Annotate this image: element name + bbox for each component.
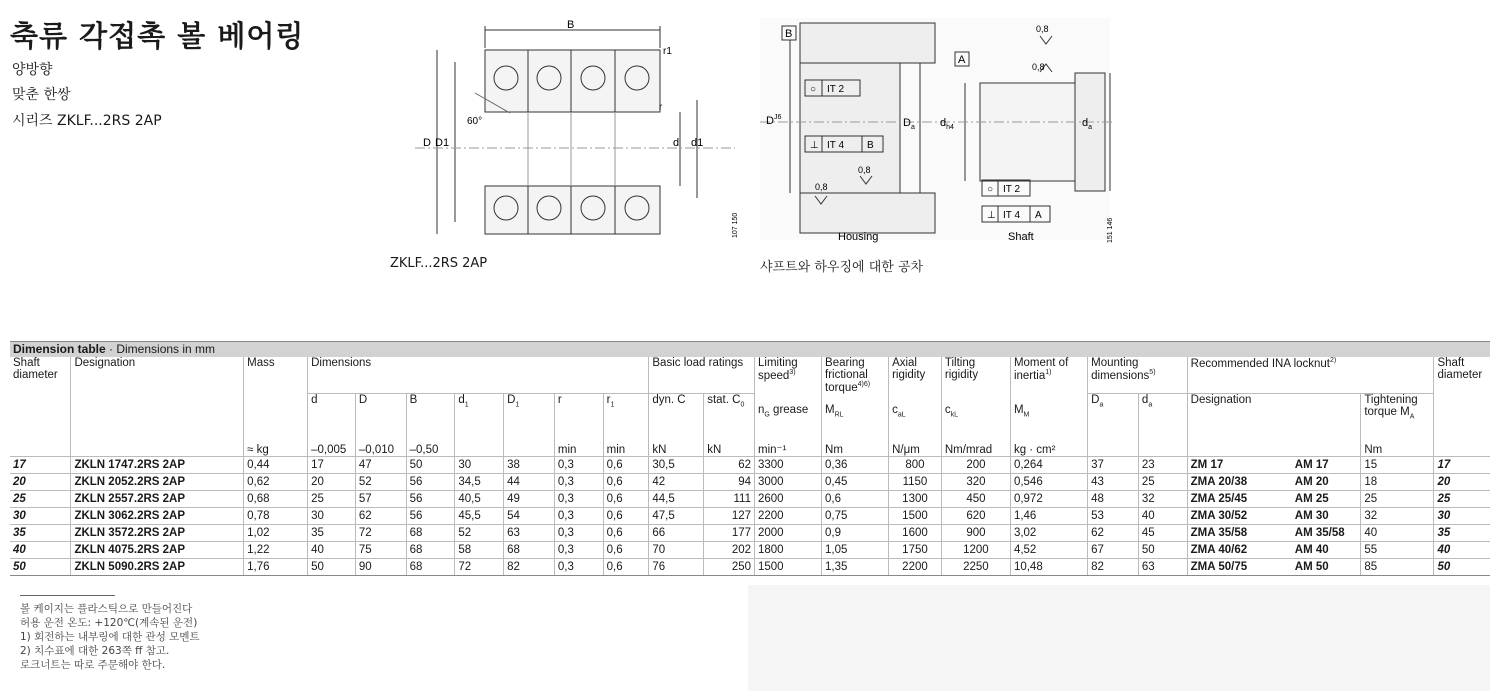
cell-r1: 0,6 xyxy=(603,456,649,473)
cell-zm: ZMA 30/52 xyxy=(1187,507,1292,524)
cell-da: 63 xyxy=(1138,558,1187,575)
cell-r: 0,3 xyxy=(554,524,603,541)
shaft-it4: IT 4 xyxy=(1003,210,1021,221)
col-designation: Designation xyxy=(71,357,244,394)
cell-ng: 3000 xyxy=(755,473,822,490)
cell-B: 68 xyxy=(406,541,455,558)
cell-shaft_r: 25 xyxy=(1434,490,1490,507)
cell-des: ZKLN 4075.2RS 2AP xyxy=(71,541,244,558)
circularity-symbol-icon: ○ xyxy=(810,84,817,95)
cell-shaft_r: 20 xyxy=(1434,473,1490,490)
cell-mass: 1,02 xyxy=(244,524,308,541)
cell-cal: 1500 xyxy=(889,507,942,524)
cell-shaft_r: 40 xyxy=(1434,541,1490,558)
cell-mrl: 0,75 xyxy=(822,507,889,524)
table-row xyxy=(10,490,1490,507)
col-mm: $M_M$ xyxy=(1010,394,1087,440)
shaft-shoulder-label: $d_a$ xyxy=(1082,117,1093,131)
cell-d: 50 xyxy=(308,558,356,575)
cell-B: 50 xyxy=(406,456,455,473)
cell-des: ZKLN 5090.2RS 2AP xyxy=(71,558,244,575)
cell-cal: 1600 xyxy=(889,524,942,541)
cell-d: 20 xyxy=(308,473,356,490)
cell-C: 47,5 xyxy=(649,507,704,524)
cell-D: 52 xyxy=(355,473,406,490)
dim-r-label: r xyxy=(659,102,663,113)
blank-cell xyxy=(504,440,555,457)
cell-tq: 85 xyxy=(1361,558,1434,575)
unit-moment: kg · cm² xyxy=(1010,440,1087,457)
table-row xyxy=(10,558,1490,575)
cell-mass: 0,78 xyxy=(244,507,308,524)
shaft-perpendicularity-icon: ⊥ xyxy=(987,210,996,221)
note-1: 1) 회전하는 내부링에 대한 관성 모멘트 xyxy=(20,631,200,643)
cell-ng: 3300 xyxy=(755,456,822,473)
col-dyn: dyn. C xyxy=(649,394,704,440)
cell-ng: 2200 xyxy=(755,507,822,524)
cell-D: 57 xyxy=(355,490,406,507)
cell-r: 0,3 xyxy=(554,541,603,558)
cell-d: 35 xyxy=(308,524,356,541)
col-d1: $d_1$ xyxy=(455,394,504,440)
cell-C: 70 xyxy=(649,541,704,558)
col-locknut: Recommended INA locknut$^{2)}$ xyxy=(1187,357,1434,394)
dimension-table xyxy=(10,341,1490,576)
col-r: r xyxy=(554,394,603,440)
col-stat: stat. $C_0$ xyxy=(704,394,755,440)
cell-C0: 250 xyxy=(704,558,755,575)
cell-tq: 15 xyxy=(1361,456,1434,473)
shaft-label: Shaft xyxy=(1008,231,1034,243)
blank-cell xyxy=(244,394,308,440)
cell-tq: 40 xyxy=(1361,524,1434,541)
cell-mm: 0,264 xyxy=(1010,456,1087,473)
subtitle-direction: 양방향 xyxy=(12,62,53,78)
unit-tilt: Nm/mrad xyxy=(941,440,1010,457)
cell-da: 45 xyxy=(1138,524,1187,541)
cell-des: ZKLN 1747.2RS 2AP xyxy=(71,456,244,473)
col-ng: $n_G$ grease xyxy=(755,394,822,440)
unit-mass: ≈ kg xyxy=(244,440,308,457)
table-row xyxy=(10,456,1490,473)
cell-mrl: 0,6 xyxy=(822,490,889,507)
housing-it2: IT 2 xyxy=(827,84,845,95)
dim-D1-label: D1 xyxy=(435,137,450,149)
cell-r: 0,3 xyxy=(554,473,603,490)
page-title: 축류 각접촉 볼 베어링 xyxy=(10,19,305,53)
cell-C0: 111 xyxy=(704,490,755,507)
table-row xyxy=(10,541,1490,558)
cell-Da: 62 xyxy=(1088,524,1139,541)
col-moment-inertia: Moment of inertia$^{1)}$ xyxy=(1010,357,1087,394)
cell-da: 23 xyxy=(1138,456,1187,473)
cell-mass: 1,76 xyxy=(244,558,308,575)
table-row xyxy=(10,473,1490,490)
col-basic-load: Basic load ratings xyxy=(649,357,755,394)
note-2: 2) 치수표에 대한 263쪽 ff 참고. xyxy=(20,645,170,657)
cell-ckl: 450 xyxy=(941,490,1010,507)
cell-d: 17 xyxy=(308,456,356,473)
housing-it4-ref: B xyxy=(867,140,874,151)
cell-mass: 0,68 xyxy=(244,490,308,507)
cell-B: 68 xyxy=(406,524,455,541)
cell-ng: 1800 xyxy=(755,541,822,558)
bearing-cross-section-drawing xyxy=(415,18,745,248)
cell-am: AM 20 xyxy=(1292,473,1361,490)
cell-tq: 55 xyxy=(1361,541,1434,558)
col-cal: $c_{aL}$ xyxy=(889,394,942,440)
cell-ckl: 1200 xyxy=(941,541,1010,558)
datum-A-box: A xyxy=(958,54,966,66)
blank-cell xyxy=(10,440,71,457)
cell-mm: 10,48 xyxy=(1010,558,1087,575)
cell-des: ZKLN 3062.2RS 2AP xyxy=(71,507,244,524)
cell-mrl: 0,9 xyxy=(822,524,889,541)
cell-d1: 40,5 xyxy=(455,490,504,507)
blank-cell xyxy=(71,440,244,457)
cell-r1: 0,6 xyxy=(603,541,649,558)
cell-am: AM 17 xyxy=(1292,456,1361,473)
cell-D1: 54 xyxy=(504,507,555,524)
cell-C0: 94 xyxy=(704,473,755,490)
cell-B: 56 xyxy=(406,507,455,524)
cell-da: 40 xyxy=(1138,507,1187,524)
cell-tq: 32 xyxy=(1361,507,1434,524)
roughness-4: 0,8 xyxy=(1032,62,1045,72)
cell-Da: 48 xyxy=(1088,490,1139,507)
cell-d1: 45,5 xyxy=(455,507,504,524)
cell-tq: 25 xyxy=(1361,490,1434,507)
cell-D: 72 xyxy=(355,524,406,541)
cell-D1: 68 xyxy=(504,541,555,558)
drawing-code-left: 107 150 xyxy=(732,212,739,238)
cell-am: AM 50 xyxy=(1292,558,1361,575)
cell-D: 62 xyxy=(355,507,406,524)
cell-C: 76 xyxy=(649,558,704,575)
cell-cal: 1750 xyxy=(889,541,942,558)
cell-des: ZKLN 3572.2RS 2AP xyxy=(71,524,244,541)
cell-D1: 82 xyxy=(504,558,555,575)
cell-D: 75 xyxy=(355,541,406,558)
cell-cal: 2200 xyxy=(889,558,942,575)
cell-Da: 82 xyxy=(1088,558,1139,575)
cell-d1: 58 xyxy=(455,541,504,558)
shaft-it2: IT 2 xyxy=(1003,184,1021,195)
cell-D1: 49 xyxy=(504,490,555,507)
cell-mass: 1,22 xyxy=(244,541,308,558)
housing-shoulder-label: $D_a$ xyxy=(903,117,915,131)
col-B: B xyxy=(406,394,455,440)
cell-shaft: 30 xyxy=(10,507,71,524)
cell-shaft_r: 17 xyxy=(1434,456,1490,473)
cell-mass: 0,44 xyxy=(244,456,308,473)
cell-r: 0,3 xyxy=(554,507,603,524)
blank-cell xyxy=(1434,394,1490,440)
cell-D1: 38 xyxy=(504,456,555,473)
cell-r1: 0,6 xyxy=(603,558,649,575)
table-title-rest: · Dimensions in mm xyxy=(105,342,216,356)
cell-shaft: 20 xyxy=(10,473,71,490)
col-shaft-diameter-right: Shaft diameter xyxy=(1434,357,1490,394)
cell-r: 0,3 xyxy=(554,490,603,507)
unit-r1: min xyxy=(603,440,649,457)
unit-kN-dyn: kN xyxy=(649,440,704,457)
cell-r: 0,3 xyxy=(554,456,603,473)
cell-C: 44,5 xyxy=(649,490,704,507)
note-temperature: 허용 운전 온도: +120℃(계속된 운전) xyxy=(20,617,198,629)
cell-r1: 0,6 xyxy=(603,507,649,524)
cell-ckl: 320 xyxy=(941,473,1010,490)
cell-zm: ZMA 20/38 xyxy=(1187,473,1292,490)
blank-cell xyxy=(1434,440,1490,457)
col-axial-rigidity: Axial rigidity xyxy=(889,357,942,394)
cell-r1: 0,6 xyxy=(603,473,649,490)
unit-B: –0,50 xyxy=(406,440,455,457)
cell-shaft: 35 xyxy=(10,524,71,541)
cell-r1: 0,6 xyxy=(603,490,649,507)
tolerance-drawing xyxy=(760,18,1120,248)
col-shaft-diameter: Shaft diameter xyxy=(13,357,58,381)
shaft-circularity-icon: ○ xyxy=(987,184,994,195)
cell-ckl: 620 xyxy=(941,507,1010,524)
cell-C0: 177 xyxy=(704,524,755,541)
housing-label: Housing xyxy=(838,231,879,243)
unit-axial: N/μm xyxy=(889,440,942,457)
cell-am: AM 25 xyxy=(1292,490,1361,507)
cell-shaft_r: 35 xyxy=(1434,524,1490,541)
cell-d1: 34,5 xyxy=(455,473,504,490)
unit-r: min xyxy=(554,440,603,457)
cell-am: AM 40 xyxy=(1292,541,1361,558)
cell-shaft: 50 xyxy=(10,558,71,575)
col-dimensions: Dimensions xyxy=(308,357,649,394)
unit-tightening: Nm xyxy=(1361,440,1434,457)
cell-mrl: 1,35 xyxy=(822,558,889,575)
cell-Da: 67 xyxy=(1088,541,1139,558)
cell-D1: 44 xyxy=(504,473,555,490)
cell-B: 56 xyxy=(406,490,455,507)
roughness-3: 0,8 xyxy=(1036,24,1049,34)
housing-bore-label: $D^{J6}$ xyxy=(766,114,782,127)
background-shading xyxy=(748,585,1490,691)
cell-mrl: 0,45 xyxy=(822,473,889,490)
cell-Da: 43 xyxy=(1088,473,1139,490)
dim-r1-label: r1 xyxy=(663,46,672,57)
cell-da: 50 xyxy=(1138,541,1187,558)
cell-C: 42 xyxy=(649,473,704,490)
cell-mm: 1,46 xyxy=(1010,507,1087,524)
cell-B: 56 xyxy=(406,473,455,490)
cell-d1: 52 xyxy=(455,524,504,541)
unit-kN-stat: kN xyxy=(704,440,755,457)
cell-des: ZKLN 2052.2RS 2AP xyxy=(71,473,244,490)
col-D: D xyxy=(355,394,406,440)
col-r1: $r_1$ xyxy=(603,394,649,440)
note-locknut: 로크너트는 따로 주문해야 한다. xyxy=(20,659,166,671)
cell-Da: 37 xyxy=(1088,456,1139,473)
table-row xyxy=(10,507,1490,524)
cell-ng: 2600 xyxy=(755,490,822,507)
cell-mm: 0,972 xyxy=(1010,490,1087,507)
cell-shaft: 40 xyxy=(10,541,71,558)
cell-D1: 63 xyxy=(504,524,555,541)
cell-ng: 2000 xyxy=(755,524,822,541)
cell-mrl: 0,36 xyxy=(822,456,889,473)
cell-D: 90 xyxy=(355,558,406,575)
cell-r1: 0,6 xyxy=(603,524,649,541)
cell-da: 32 xyxy=(1138,490,1187,507)
cell-ckl: 900 xyxy=(941,524,1010,541)
col-d: d xyxy=(308,394,356,440)
cell-tq: 18 xyxy=(1361,473,1434,490)
subtitle-pair: 맞춘 한쌍 xyxy=(12,87,71,103)
cell-am: AM 30 xyxy=(1292,507,1361,524)
cell-cal: 800 xyxy=(889,456,942,473)
col-Da: $D_a$ xyxy=(1088,394,1139,440)
blank-cell xyxy=(455,440,504,457)
unit-D: –0,010 xyxy=(355,440,406,457)
cell-C: 30,5 xyxy=(649,456,704,473)
cell-mass: 0,62 xyxy=(244,473,308,490)
blank-cell xyxy=(71,394,244,440)
cell-d: 25 xyxy=(308,490,356,507)
right-figure-caption: 샤프트와 하우징에 대한 공차 xyxy=(760,260,924,275)
unit-torque: Nm xyxy=(822,440,889,457)
cell-B: 68 xyxy=(406,558,455,575)
dim-d-label: d xyxy=(673,137,680,149)
col-tilting-rigidity: Tilting rigidity xyxy=(941,357,1010,394)
cell-ng: 1500 xyxy=(755,558,822,575)
note-cage: 볼 케이지는 플라스틱으로 만들어진다 xyxy=(20,603,193,615)
cell-zm: ZMA 25/45 xyxy=(1187,490,1292,507)
col-mass: Mass xyxy=(244,357,308,394)
col-bearing-torque: Bearing frictional torque$^{4)6)}$ xyxy=(822,357,889,394)
dim-B-label: B xyxy=(567,19,575,31)
shaft-it4-ref: A xyxy=(1035,210,1042,221)
datum-B-box: B xyxy=(785,28,793,40)
cell-mrl: 1,05 xyxy=(822,541,889,558)
cell-d1: 72 xyxy=(455,558,504,575)
perpendicularity-symbol-icon: ⊥ xyxy=(810,140,819,151)
cell-shaft: 25 xyxy=(10,490,71,507)
cell-zm: ZMA 50/75 xyxy=(1187,558,1292,575)
dim-angle-label: 60° xyxy=(467,116,483,127)
cell-r: 0,3 xyxy=(554,558,603,575)
dim-d1-label: d1 xyxy=(691,137,704,149)
cell-C: 66 xyxy=(649,524,704,541)
unit-speed: min⁻¹ xyxy=(755,440,822,457)
col-mounting: Mounting dimensions$^{5)}$ xyxy=(1088,357,1188,394)
table-title xyxy=(10,341,1490,357)
blank-cell xyxy=(10,394,71,440)
cell-C0: 62 xyxy=(704,456,755,473)
cell-shaft_r: 30 xyxy=(1434,507,1490,524)
cell-am: AM 35/58 xyxy=(1292,524,1361,541)
dim-D-label: D xyxy=(423,137,431,149)
unit-d: –0,005 xyxy=(308,440,356,457)
col-limiting-speed: Limiting speed$^{3)}$ xyxy=(755,357,822,394)
table-title-bold: Dimension table xyxy=(13,342,106,356)
blank-cell xyxy=(1088,440,1139,457)
table-row xyxy=(10,524,1490,541)
col-locknut-designation: Designation xyxy=(1187,394,1361,440)
cell-mm: 4,52 xyxy=(1010,541,1087,558)
housing-it4: IT 4 xyxy=(827,140,845,151)
col-ckl: $c_{kL}$ xyxy=(941,394,1010,440)
col-mrl: $M_{RL}$ xyxy=(822,394,889,440)
blank-cell xyxy=(1187,440,1361,457)
cell-da: 25 xyxy=(1138,473,1187,490)
col-da: $d_a$ xyxy=(1138,394,1187,440)
shaft-diameter-label: $d_{h4}$ xyxy=(940,117,954,131)
cell-zm: ZM 17 xyxy=(1187,456,1292,473)
cell-D: 47 xyxy=(355,456,406,473)
cell-cal: 1150 xyxy=(889,473,942,490)
blank-cell xyxy=(1138,440,1187,457)
subtitle-series: 시리즈 ZKLF...2RS 2AP xyxy=(12,113,162,129)
col-D1: $D_1$ xyxy=(504,394,555,440)
left-figure-caption: ZKLF...2RS 2AP xyxy=(390,256,488,271)
cell-mm: 3,02 xyxy=(1010,524,1087,541)
footnotes xyxy=(20,602,200,672)
cell-Da: 53 xyxy=(1088,507,1139,524)
cell-zm: ZMA 35/58 xyxy=(1187,524,1292,541)
cell-C0: 127 xyxy=(704,507,755,524)
cell-cal: 1300 xyxy=(889,490,942,507)
cell-d: 30 xyxy=(308,507,356,524)
cell-mm: 0,546 xyxy=(1010,473,1087,490)
cell-C0: 202 xyxy=(704,541,755,558)
cell-ckl: 2250 xyxy=(941,558,1010,575)
cell-shaft_r: 50 xyxy=(1434,558,1490,575)
notes-divider xyxy=(20,595,115,596)
roughness-1: 0,8 xyxy=(815,182,828,192)
cell-shaft: 17 xyxy=(10,456,71,473)
cell-ckl: 200 xyxy=(941,456,1010,473)
drawing-code-right: 151 146 xyxy=(1107,217,1114,243)
cell-zm: ZMA 40/62 xyxy=(1187,541,1292,558)
cell-d1: 30 xyxy=(455,456,504,473)
roughness-2: 0,8 xyxy=(858,165,871,175)
col-tightening: Tightening torque $M_A$ xyxy=(1361,394,1434,440)
cell-des: ZKLN 2557.2RS 2AP xyxy=(71,490,244,507)
cell-d: 40 xyxy=(308,541,356,558)
